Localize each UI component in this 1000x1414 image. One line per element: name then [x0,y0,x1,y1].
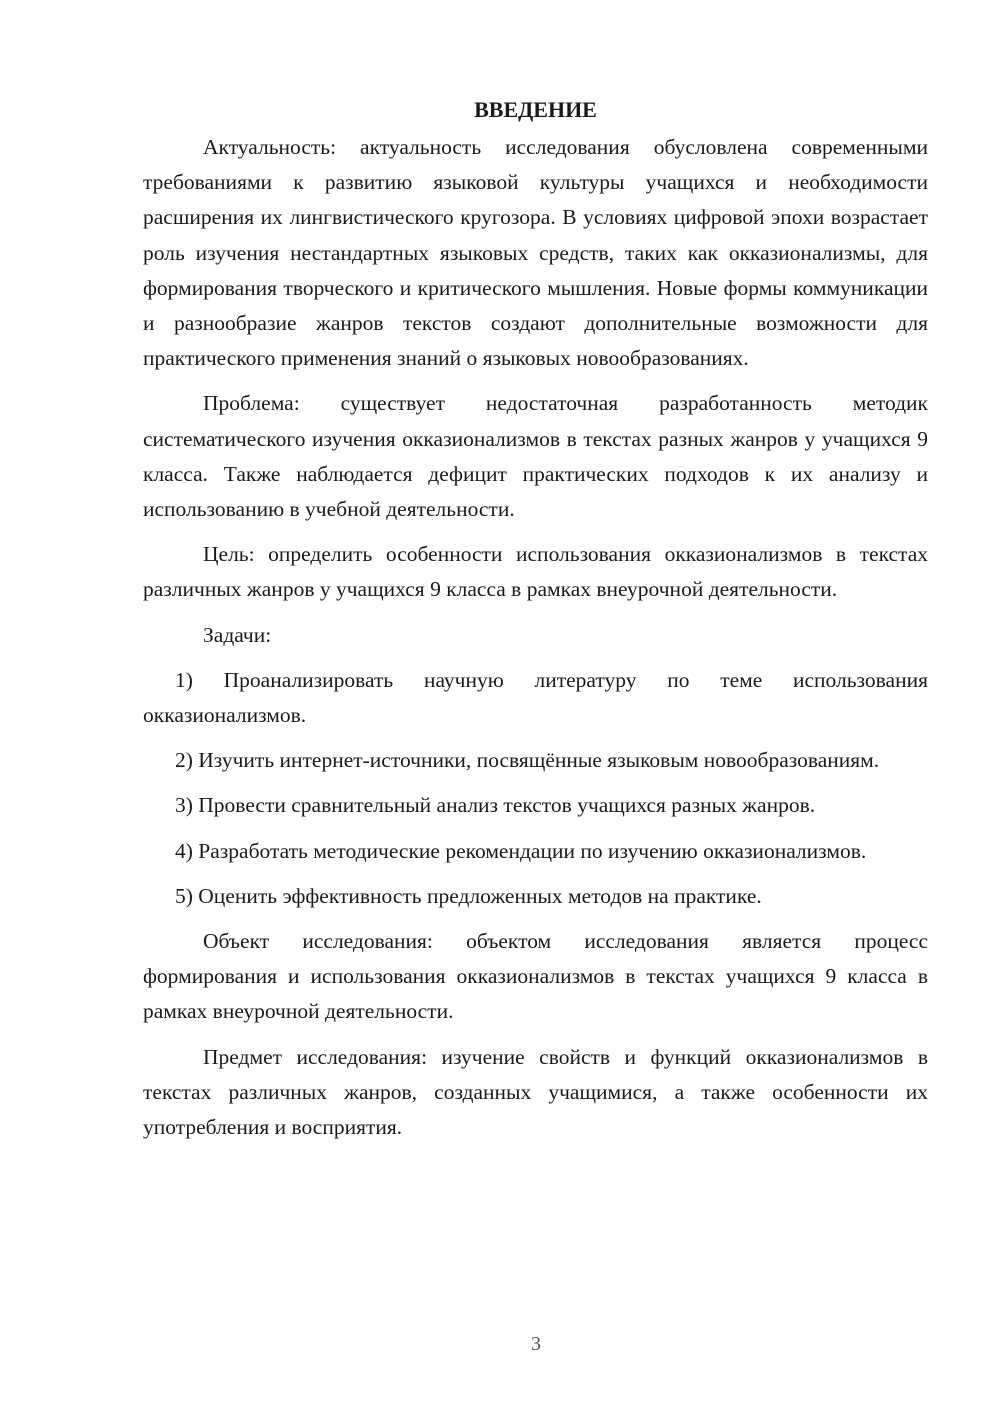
document-page [143,90,928,1145]
task-item-2: 2) Изучить интернет-источники, посвящённые языковым новообразованиям. [175,748,880,773]
tasks-label: Задачи: [203,622,272,647]
relevance-paragraph: Актуальность: актуальность исследования обусловлена современными требованиями к развитию языковой культуры учащихся и необходимости расширения их лингвистического кругозора. В условиях цифровой эпохи возрастает роль изучения нестандартных языковых средств, таких как окказионализмы, для формирования творческого и критического мышления. Новые формы коммуникации и разнообразие жанров текстов создают дополнительные возможности для практического применения знаний о языковых новообразованиях. [143,135,928,371]
task-item-3: 3) Провести сравнительный анализ текстов учащихся разных жанров. [175,793,816,818]
goal-paragraph: Цель: определить особенности использования окказионализмов в текстах различных жанров у учащихся 9 класса в рамках внеурочной деятельности. [143,542,928,602]
problem-paragraph: Проблема: существует недостаточная разработанность методик систематического изучения окказионализмов в текстах разных жанров у учащихся 9 класса. Также наблюдается дефицит практических подходов к их анализу и использованию в учебной деятельности. [143,391,928,522]
subject-paragraph: Предмет исследования: изучение свойств и функций окказионализмов в текстах различных жанров, созданных учащимися, а также особенности их употребления и восприятия. [143,1044,928,1140]
object-paragraph: Объект исследования: объектом исследования является процесс формирования и использования окказионализмов в текстах учащихся 9 класса в рамках внеурочной деятельности. [143,929,928,1024]
page-title: ВВЕДЕНИЕ [474,97,597,122]
task-item-5: 5) Оценить эффективность предложенных методов на практике. [175,883,762,908]
page-number: 3 [531,1333,541,1355]
task-item-1: 1) Проанализировать научную литературу по теме использования окказионализмов. [143,667,928,728]
task-item-4: 4) Разработать методические рекомендации по изучению окказионализмов. [175,838,867,863]
